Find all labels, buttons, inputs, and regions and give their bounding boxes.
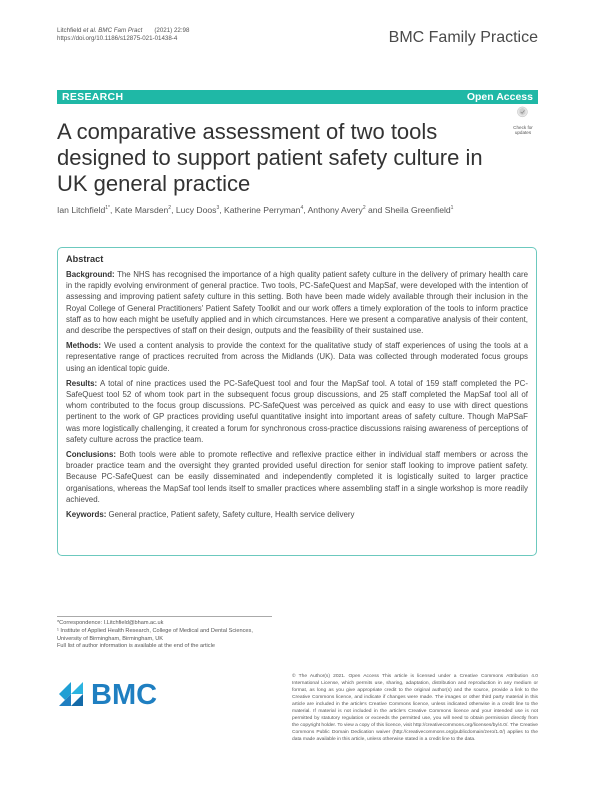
citation-header	[57, 27, 189, 44]
license-text: © The Author(s) 2021. Open Access This article is licensed under a Creative Commons Attribution 4.0 International License, which permits use, sharing, adaptation, distribution and reproduction in any medium or format, as long as you give appropriate credit to the original author(s) and the source, provide a link to the Creative Commons licence, and indicate if changes were made. The images or other third party material in this article are included in the article's Creative Commons licence, unless indicated otherwise in a credit line to the material. If material is not included in the article's Creative Commons licence and your intended use is not permitted by statutory regulation or exceeds the permitted use, you will need to obtain permission directly from the copyright holder. To view a copy of this licence, visit http://creativecommons.org/licenses/by/4.0/. The Creative Commons Public Domain Dedication waiver (http://creativecommons.org/publicdomain/zero/1.0/) applies to the data made available in this article, unless otherwise stated in a credit line to the data.	[292, 674, 538, 742]
author-name[interactable]: Katherine Perryman$^4$	[224, 205, 304, 215]
abstract-section	[66, 340, 528, 374]
abstract-section-label: Conclusions:	[66, 450, 116, 460]
doi-link[interactable]: https://doi.org/10.1186/s12875-021-01438-4	[57, 35, 178, 43]
citation-journal: et al. BMC Fam Pract	[83, 27, 143, 34]
footnotes	[57, 620, 272, 651]
abstract-section-label: Methods:	[66, 341, 102, 351]
check-for-updates-label[interactable]: Check for updates	[513, 125, 533, 136]
author-name[interactable]: Lucy Doos$^3$	[175, 205, 220, 215]
abstract-section-text: A total of nine practices used the PC-SafeQuest tool and four the MapSaf tool. A total of 159 staff completed the PC-SafeQuest tool 52 of whom took part in the subsequent focus group discussions, and 25 staff completed the MapSaf tool all of whom contributed to the focus group discussions. PC-SafeQuest was perceived as quick and easy to use with direct questions pertinent to the work of GP practices providing useful quantitative insight into important areas of safety culture. Though MaPSaF was more logistically challenging, it created a forum for synchronous cross-practice discussions raising awareness of perceptions of safety culture across the practice team.	[66, 378, 528, 444]
author-affiliation-mark: 2	[362, 205, 366, 212]
abstract-section-label: Results:	[66, 378, 98, 388]
citation-year: (2021) 22:98	[154, 27, 190, 34]
article-type-label: RESEARCH	[62, 91, 124, 103]
author-name[interactable]: Sheila Greenfield$^1$	[384, 205, 454, 215]
open-access-label: Open Access	[466, 91, 533, 103]
abstract-section-text: General practice, Patient safety, Safety culture, Health service delivery	[106, 510, 355, 520]
author-affiliation-mark: 1*	[105, 205, 110, 212]
author-name[interactable]: Anthony Avery$^2$	[307, 205, 366, 215]
abstract-heading: Abstract	[66, 254, 104, 264]
author-name[interactable]: Ian Litchfield$^{1*}$	[57, 205, 110, 215]
article-title: A comparative assessment of two tools designed to support patient safety culture in UK general practice	[57, 119, 483, 196]
abstract-section-text: Both tools were able to promote reflective and reflexive practice either in individual staff members or across the broader practice team and the oversight they granted provided useful direction for senior staff looking to improve patient safety. Because PC-SafeQuest can be easily disseminated and independently completed it is logistically suited to larger practice organisations, whereas the MapSaf tool lends itself to smaller practices where assembling staff in a single workshop is more readily achieved.	[66, 450, 528, 504]
author-affiliation-mark: 4	[300, 205, 304, 212]
citation-author: Litchfield	[57, 27, 82, 34]
check-for-updates-icon[interactable]	[507, 106, 539, 126]
article-type-banner	[57, 90, 538, 104]
author-affiliation-mark: 1	[450, 205, 454, 212]
bmc-logo	[57, 672, 177, 708]
abstract-box	[57, 247, 537, 556]
abstract-section-label: Keywords:	[66, 510, 107, 520]
abstract-section	[66, 509, 528, 520]
author-affiliation-mark: 2	[168, 205, 172, 212]
abstract-section	[66, 449, 528, 505]
abstract-section	[66, 269, 528, 336]
author-list: Ian Litchfield$^{1*}$, Kate Marsden$^2$, Lucy Doos$^3$, Katherine Perryman$^4$, Anthony Avery$^2$ and Sheila Greenfield$^1$	[57, 205, 454, 215]
bmc-logo-text: BMC	[91, 679, 158, 708]
journal-name: BMC Family Practice	[388, 29, 538, 46]
abstract-section	[66, 378, 528, 445]
correspondence: *Correspondence: I.Litchfield@bham.ac.uk	[57, 620, 164, 626]
abstract-section-text: We used a content analysis to provide the context for the qualitative study of staff experiences of using the tools at a representative range of practices recruited from across the Midlands (UK). Data was collected through moderated focus groups using an identical topic guide.	[66, 341, 528, 373]
abstract-section-text: The NHS has recognised the importance of a high quality patient safety culture in the delivery of primary health care in the rapidly evolving environment of general practice. Two tools, PC-SafeQuest and MapSaf, were developed with the intention of assessing and improving patient safety culture in this setting. Both have been made widely available through their inclusion in the Royal College of General Practitioners' Patient Safety Toolkit and our work offers a timely exploration of the tools to inform practice staff as to how each might be usefully applied and in which circumstances. Here we present a comparative analysis of their content, and describe the perspectives of staff on their design, outputs and the feasibility of their sustained use.	[66, 270, 528, 336]
author-name[interactable]: Kate Marsden$^2$	[114, 205, 172, 215]
footnote-divider	[57, 616, 272, 617]
affiliation: ¹ Institute of Applied Health Research, College of Medical and Dental Sciences, University of Birmingham, Birmingham, UK	[57, 627, 253, 642]
abstract-section-label: Background:	[66, 270, 115, 279]
author-affiliation-mark: 3	[216, 205, 220, 212]
full-author-info-note: Full list of author information is available at the end of the article	[57, 643, 215, 650]
